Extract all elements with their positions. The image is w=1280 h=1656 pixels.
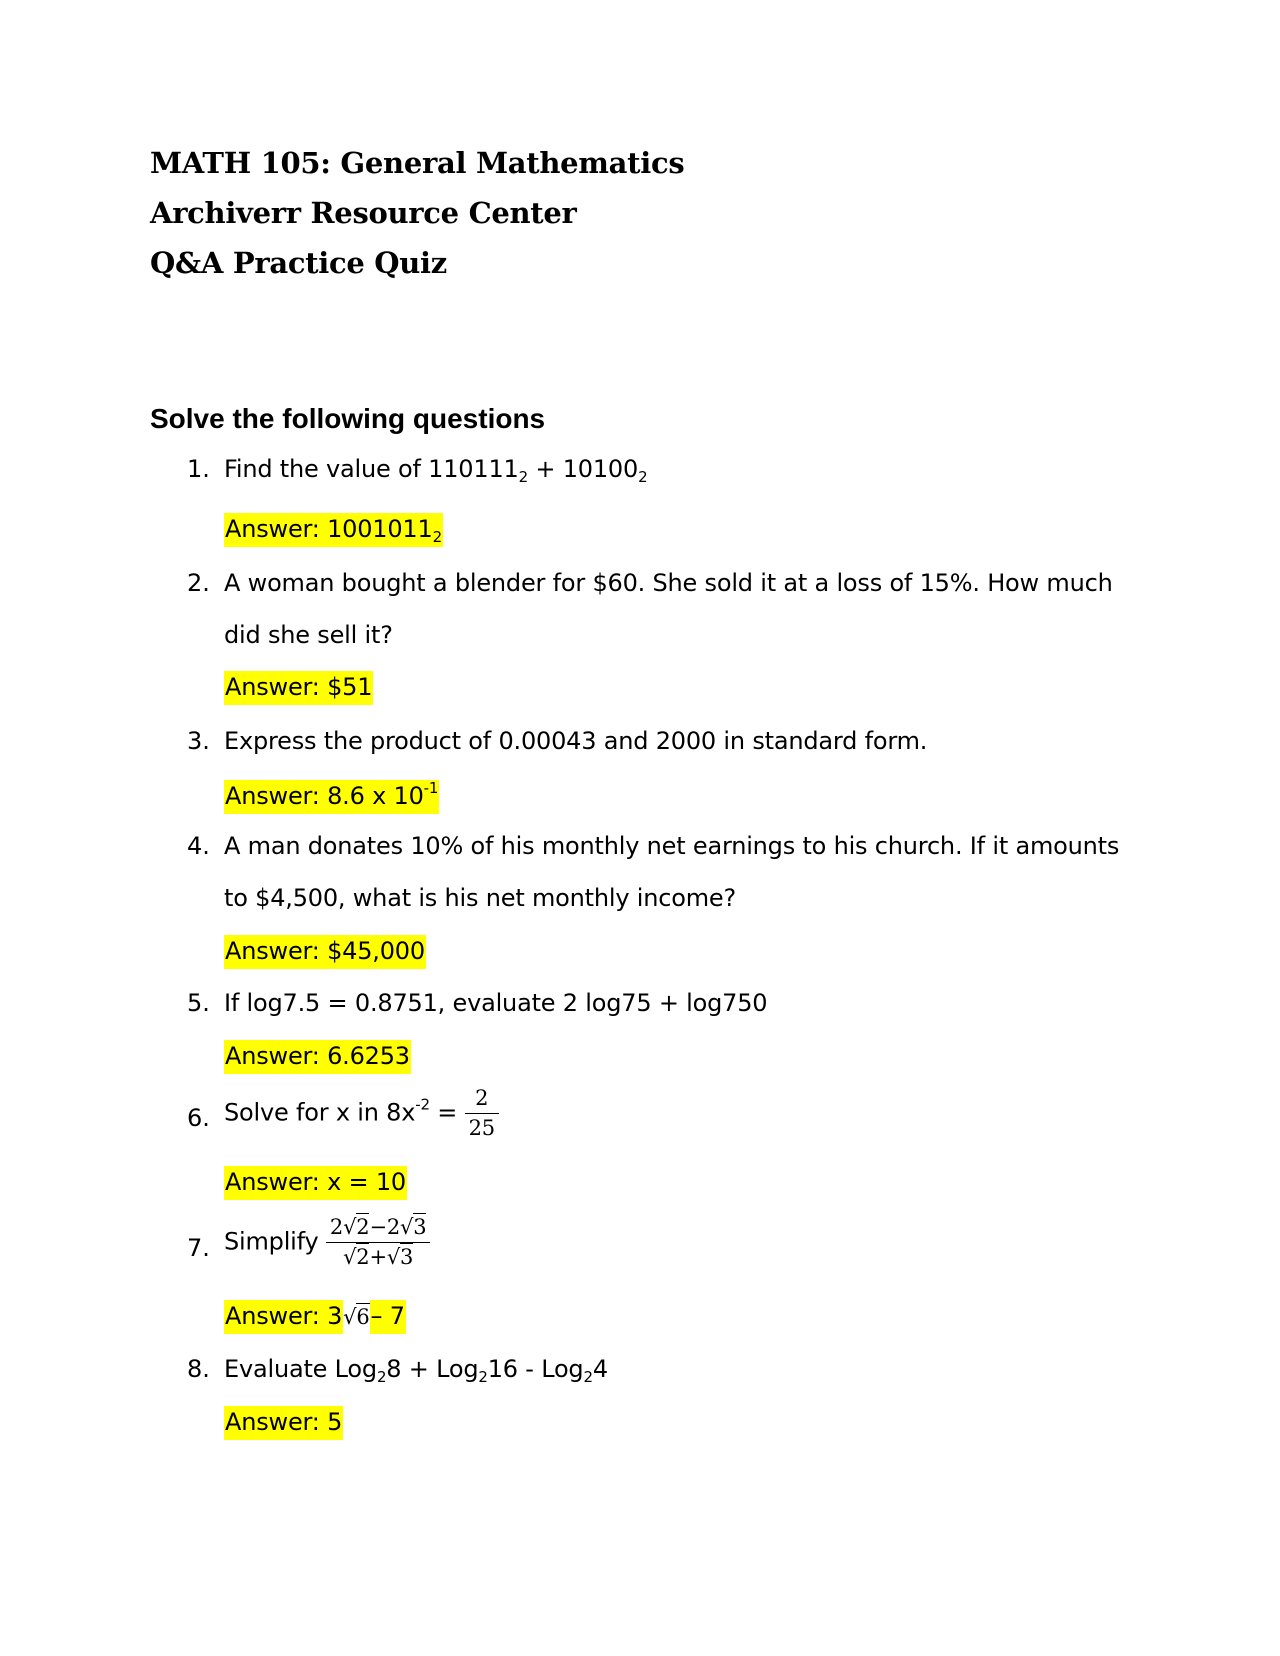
question-text: 16 - Log bbox=[487, 1355, 584, 1383]
subscript: 2 bbox=[432, 528, 442, 546]
radical-fraction bbox=[326, 1217, 430, 1268]
answer-3 bbox=[224, 779, 439, 810]
subscript: 2 bbox=[518, 468, 528, 486]
question-text: Simplify bbox=[224, 1227, 326, 1256]
answer-1 bbox=[224, 515, 443, 546]
question-2-line-2: did she sell it? bbox=[224, 621, 393, 649]
question-number: 2. bbox=[187, 569, 210, 597]
question-8 bbox=[224, 1355, 608, 1386]
answer-2 bbox=[224, 673, 373, 701]
answer-highlight bbox=[224, 780, 439, 814]
operator: + bbox=[369, 1245, 387, 1269]
subscript: 2 bbox=[478, 1368, 488, 1386]
answer-7 bbox=[224, 1302, 406, 1330]
question-text: Evaluate Log bbox=[224, 1355, 377, 1383]
answer-text: – 7 bbox=[370, 1302, 405, 1330]
radicand: 3 bbox=[400, 1245, 414, 1269]
superscript: -1 bbox=[423, 779, 439, 797]
answer-highlight bbox=[224, 1300, 343, 1334]
radicand: 2 bbox=[356, 1245, 370, 1269]
question-number: 5. bbox=[187, 989, 210, 1017]
quiz-title: Q&A Practice Quiz bbox=[150, 246, 447, 280]
radicand: 6 bbox=[356, 1305, 370, 1329]
subscript: 2 bbox=[376, 1368, 387, 1386]
question-number: 6. bbox=[187, 1104, 210, 1132]
square-root-icon: √3 bbox=[400, 1215, 427, 1239]
superscript: -2 bbox=[415, 1095, 430, 1114]
question-text: Find the value of 110111 bbox=[224, 455, 519, 483]
answer-highlight: Answer: $45,000 bbox=[224, 935, 426, 969]
question-4-line-2: to $4,500, what is his net monthly income? bbox=[224, 884, 737, 912]
answer-8 bbox=[224, 1408, 343, 1436]
fraction-denominator bbox=[326, 1243, 430, 1268]
question-4-line-1: A man donates 10% of his monthly net earnings to his church. If it amounts bbox=[224, 832, 1120, 860]
square-root-icon: √6 bbox=[343, 1305, 370, 1329]
coefficient: 2 bbox=[329, 1215, 344, 1239]
answer-text: Answer: 8.6 x 10 bbox=[225, 782, 424, 810]
section-title: Solve the following questions bbox=[150, 403, 546, 434]
answer-highlight: Answer: 6.6253 bbox=[224, 1040, 411, 1074]
answer-text: Answer: 3 bbox=[225, 1302, 343, 1330]
fraction-numerator bbox=[326, 1217, 430, 1243]
question-5: If log7.5 = 0.8751, evaluate 2 log75 + log750 bbox=[224, 989, 768, 1017]
question-number: 4. bbox=[187, 832, 210, 860]
question-2-line-1: A woman bought a blender for $60. She sold it at a loss of 15%. How much bbox=[224, 569, 1113, 597]
equals-sign: = bbox=[429, 1098, 465, 1127]
answer-4 bbox=[224, 937, 426, 965]
answer-highlight bbox=[370, 1300, 406, 1334]
square-root-icon: √2 bbox=[343, 1245, 370, 1269]
question-number: 3. bbox=[187, 727, 210, 755]
question-number: 8. bbox=[187, 1355, 210, 1383]
answer-6 bbox=[224, 1168, 407, 1196]
resource-center-title: Archiverr Resource Center bbox=[150, 196, 577, 230]
fraction-denominator: 25 bbox=[468, 1116, 495, 1140]
square-root-icon: √2 bbox=[343, 1215, 370, 1239]
question-6 bbox=[224, 1088, 499, 1139]
question-text: + 10100 bbox=[527, 455, 639, 483]
fraction bbox=[465, 1088, 499, 1139]
question-1 bbox=[224, 455, 647, 486]
answer-highlight: Answer: x = 10 bbox=[224, 1166, 407, 1200]
question-text: 4 bbox=[592, 1355, 608, 1383]
subscript: 2 bbox=[583, 1368, 593, 1386]
answer-text: Answer: 1001011 bbox=[225, 515, 433, 543]
radicand: 3 bbox=[413, 1215, 427, 1239]
answer-highlight: Answer: $51 bbox=[224, 671, 373, 705]
operator: −2 bbox=[369, 1215, 401, 1239]
course-title: MATH 105: General Mathematics bbox=[150, 146, 685, 180]
answer-highlight bbox=[224, 513, 443, 547]
subscript: 2 bbox=[638, 468, 648, 486]
radicand: 2 bbox=[356, 1215, 370, 1239]
square-root-icon: √3 bbox=[386, 1245, 414, 1269]
question-text: Solve for x in 8x bbox=[224, 1098, 416, 1127]
question-text: 8 + Log bbox=[386, 1355, 479, 1383]
question-number: 7. bbox=[187, 1234, 210, 1262]
question-3: Express the product of 0.00043 and 2000 in standard form. bbox=[224, 727, 928, 755]
answer-5 bbox=[224, 1042, 411, 1070]
question-7 bbox=[224, 1217, 430, 1268]
answer-highlight: Answer: 5 bbox=[224, 1406, 343, 1440]
fraction-numerator: 2 bbox=[465, 1088, 499, 1114]
question-number: 1. bbox=[187, 455, 210, 483]
